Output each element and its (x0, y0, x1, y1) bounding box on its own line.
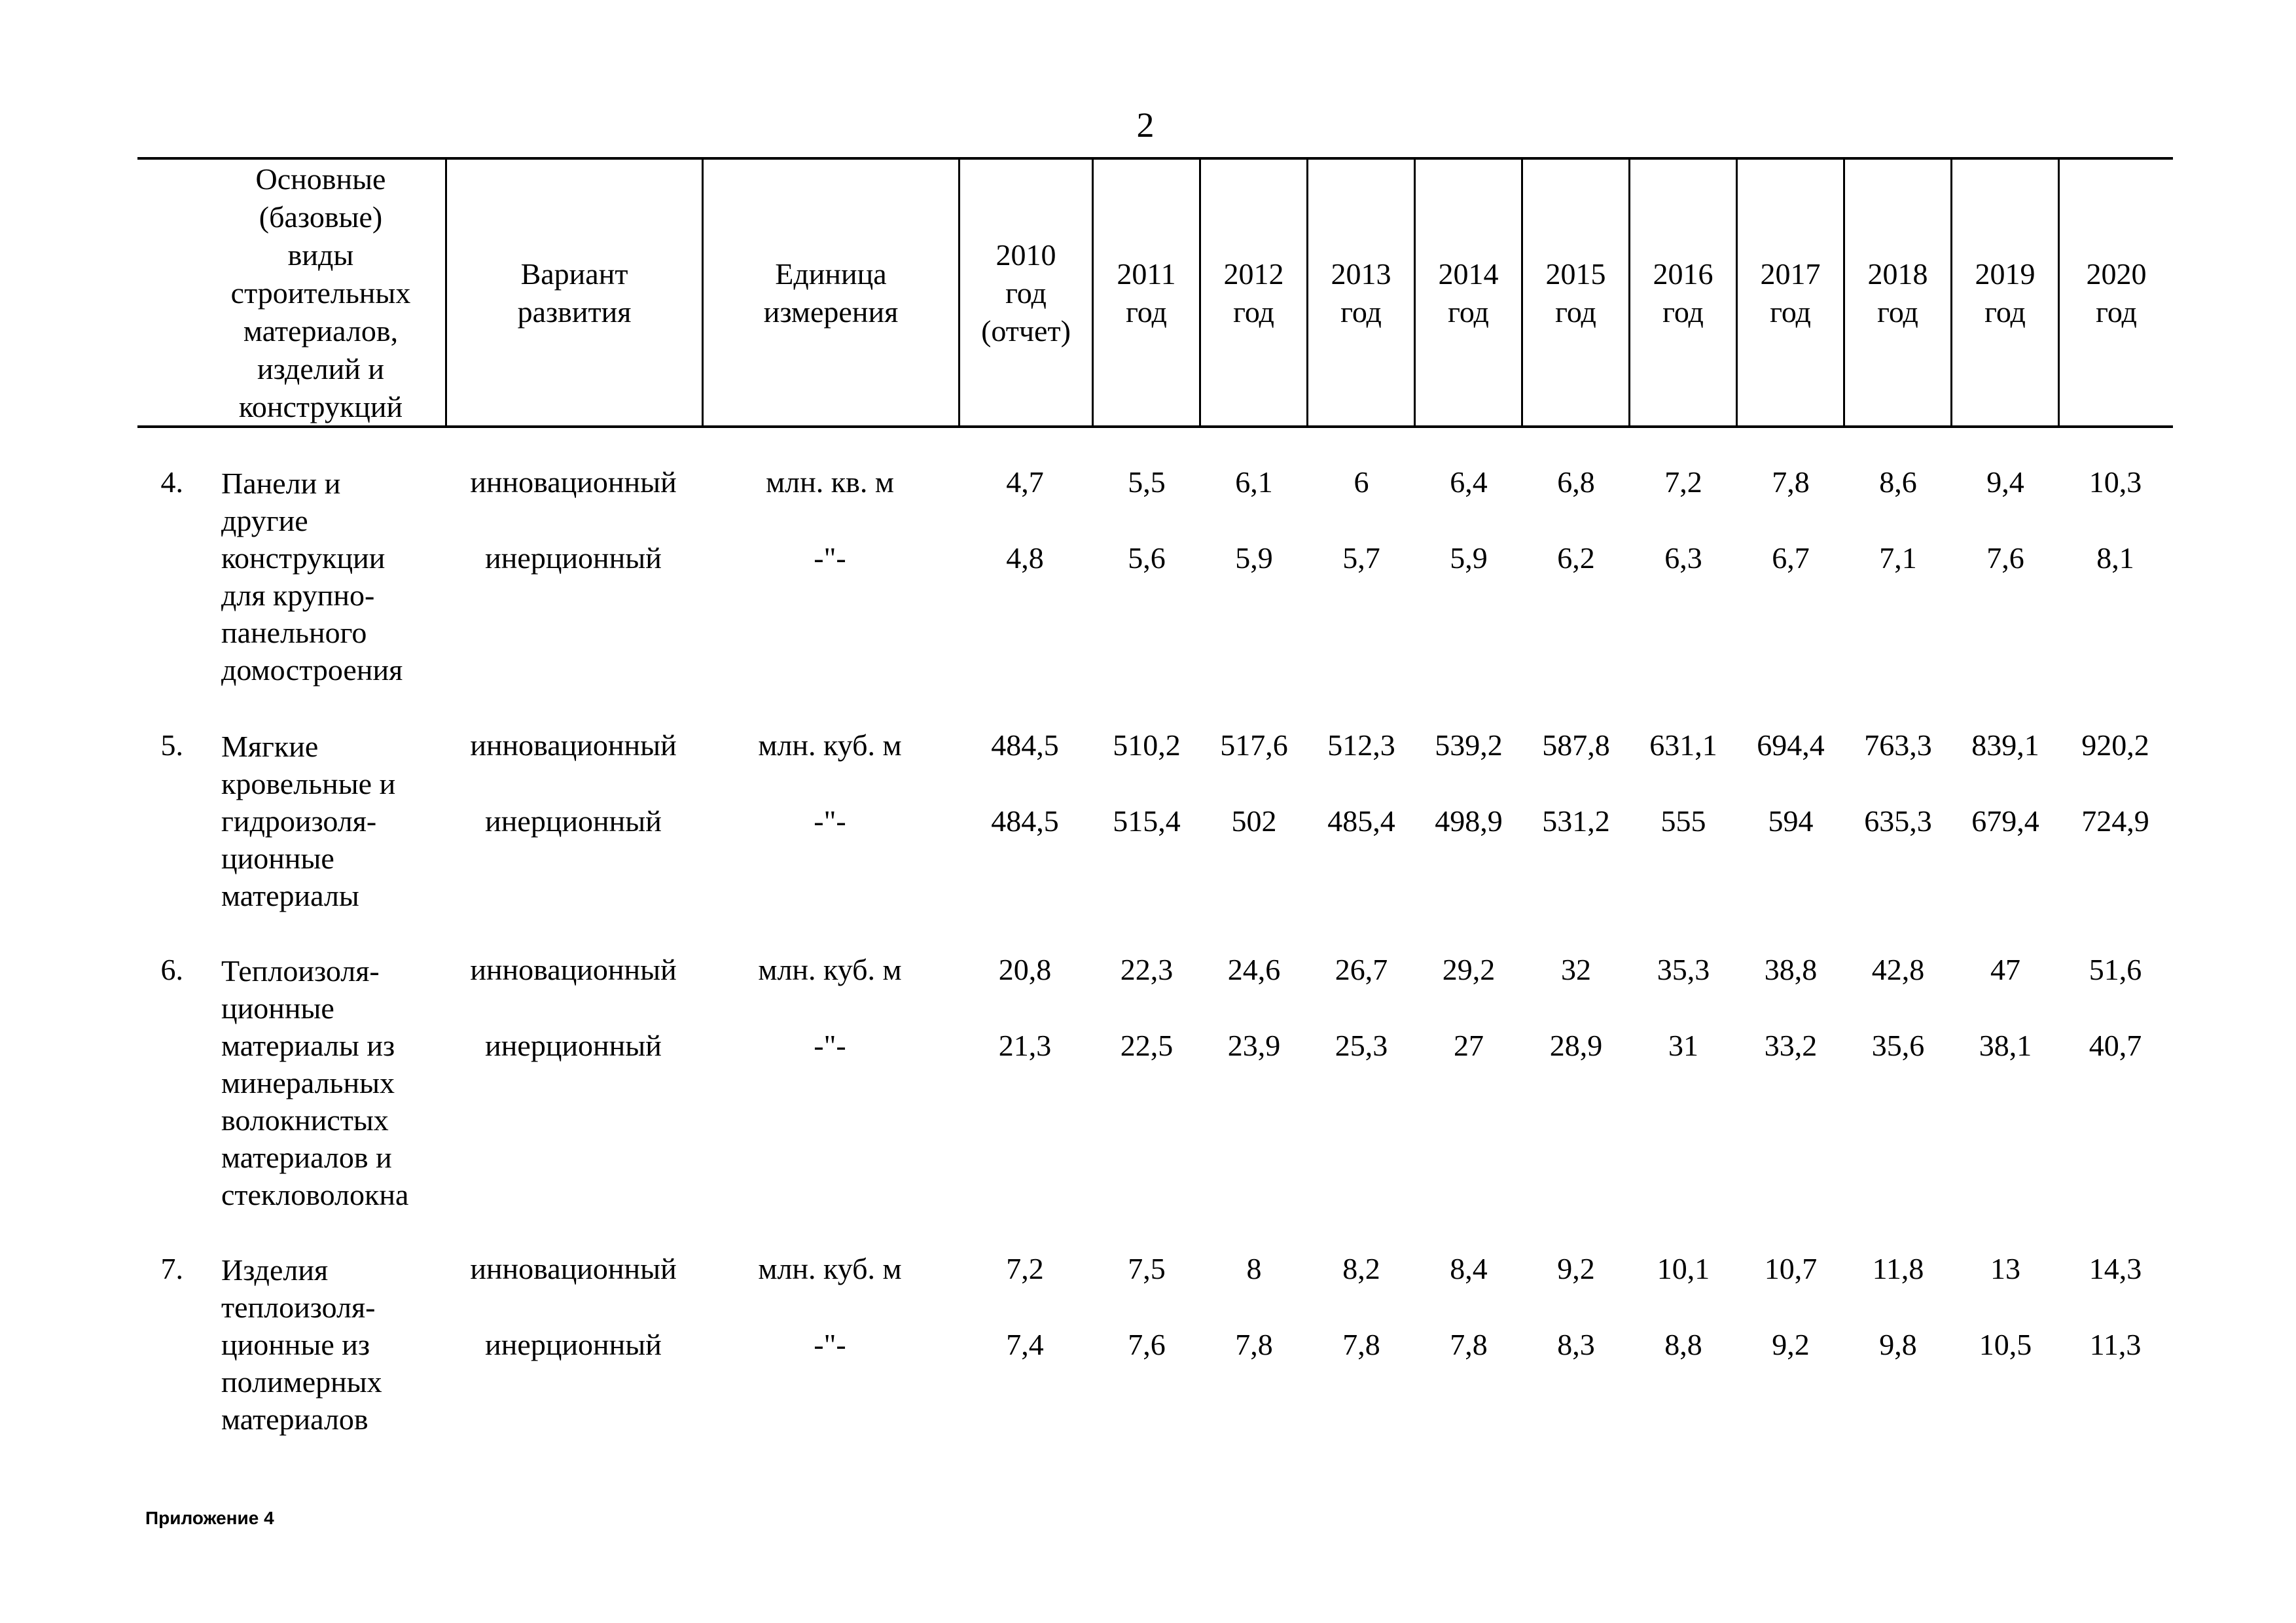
value-cell: 7,6 (1128, 1328, 1166, 1361)
value-cell: 8,4 (1450, 1252, 1488, 1285)
value-cell: 7,8 (1450, 1328, 1488, 1361)
row-material-name: Мягкие кровельные и гидроизоля- ционные материалы (221, 730, 396, 912)
value-cell: 6,8 (1557, 465, 1595, 499)
variant-cell: инновационный (470, 728, 677, 762)
value-cell: 35,6 (1871, 1029, 1925, 1062)
value-cell: 25,3 (1335, 1029, 1388, 1062)
value-cell: 33,2 (1764, 1029, 1818, 1062)
value-cell: 724,9 (2081, 804, 2149, 838)
value-cell: 9,2 (1557, 1252, 1595, 1285)
value-cell: 13 (1990, 1252, 2020, 1285)
value-cell: 8,6 (1879, 465, 1917, 499)
value-cell: 32 (1561, 953, 1591, 986)
value-cell: 587,8 (1542, 728, 1610, 762)
unit-cell: млн. куб. м (758, 728, 902, 762)
variant-cell: инновационный (470, 953, 677, 986)
header-year: 2012 год (1223, 257, 1284, 329)
value-cell: 10,3 (2089, 465, 2142, 499)
header-year: 2014 год (1438, 257, 1499, 329)
row-number: 5. (160, 728, 183, 762)
value-cell: 10,7 (1764, 1252, 1818, 1285)
value-cell: 22,3 (1120, 953, 1174, 986)
value-cell: 531,2 (1542, 804, 1610, 838)
value-cell: 631,1 (1649, 728, 1717, 762)
value-cell: 6,2 (1557, 541, 1595, 575)
value-cell: 484,5 (991, 804, 1059, 838)
value-cell: 485,4 (1327, 804, 1395, 838)
value-cell: 7,8 (1342, 1328, 1380, 1361)
value-cell: 27 (1454, 1029, 1484, 1062)
unit-cell: -"- (814, 804, 846, 838)
header-year: 2013 год (1331, 257, 1391, 329)
header-year: 2011 год (1117, 257, 1176, 329)
value-cell: 51,6 (2089, 953, 2142, 986)
value-cell: 502 (1231, 804, 1277, 838)
unit-cell: -"- (814, 1328, 846, 1361)
variant-cell: инерционный (485, 1029, 662, 1062)
value-cell: 5,9 (1450, 541, 1488, 575)
unit-cell: млн. кв. м (766, 465, 894, 499)
value-cell: 7,8 (1772, 465, 1810, 499)
value-cell: 22,5 (1120, 1029, 1174, 1062)
variant-cell: инерционный (485, 804, 662, 838)
value-cell: 5,9 (1235, 541, 1273, 575)
value-cell: 839,1 (1971, 728, 2039, 762)
value-cell: 694,4 (1757, 728, 1825, 762)
row-number: 4. (160, 465, 183, 499)
value-cell: 539,2 (1435, 728, 1503, 762)
header-year: 2020 год (2086, 257, 2147, 329)
unit-cell: млн. куб. м (758, 953, 902, 986)
page-number: 2 (1136, 105, 1155, 145)
row-number: 7. (160, 1252, 183, 1285)
header-unit: Единица измерения (763, 257, 899, 329)
value-cell: 484,5 (991, 728, 1059, 762)
value-cell: 7,5 (1128, 1252, 1166, 1285)
variant-cell: инновационный (470, 1252, 677, 1285)
value-cell: 9,8 (1879, 1328, 1917, 1361)
value-cell: 7,2 (1006, 1252, 1044, 1285)
value-cell: 920,2 (2081, 728, 2149, 762)
value-cell: 7,2 (1664, 465, 1702, 499)
value-cell: 7,8 (1235, 1328, 1273, 1361)
unit-cell: -"- (814, 541, 846, 575)
value-cell: 7,6 (1986, 541, 2024, 575)
value-cell: 9,4 (1986, 465, 2024, 499)
header-year: 2016 год (1653, 257, 1713, 329)
value-cell: 515,4 (1113, 804, 1181, 838)
value-cell: 8,3 (1557, 1328, 1595, 1361)
value-cell: 28,9 (1549, 1029, 1603, 1062)
header-year: 2018 год (1867, 257, 1928, 329)
header-name: Основные (базовые) виды строительных материалов, изделий и конструкций (230, 162, 411, 423)
value-cell: 6,7 (1772, 541, 1810, 575)
value-cell: 5,7 (1342, 541, 1380, 575)
value-cell: 38,8 (1764, 953, 1818, 986)
footer-appendix-label: Приложение 4 (145, 1508, 274, 1528)
value-cell: 31 (1668, 1029, 1698, 1062)
unit-cell: млн. куб. м (758, 1252, 902, 1285)
value-cell: 23,9 (1227, 1029, 1281, 1062)
value-cell: 4,8 (1006, 541, 1044, 575)
header-year: 2019 год (1975, 257, 2036, 329)
value-cell: 14,3 (2089, 1252, 2142, 1285)
value-cell: 517,6 (1220, 728, 1288, 762)
value-cell: 8,8 (1664, 1328, 1702, 1361)
value-cell: 9,2 (1772, 1328, 1810, 1361)
value-cell: 5,5 (1128, 465, 1166, 499)
row-number: 6. (160, 953, 183, 986)
row-material-name: Теплоизоля- ционные материалы из минеральных волокнистых материалов и стекловолокна (221, 954, 409, 1211)
value-cell: 10,1 (1657, 1252, 1710, 1285)
value-cell: 679,4 (1971, 804, 2039, 838)
header-year: 2015 год (1545, 257, 1606, 329)
value-cell: 6,4 (1450, 465, 1488, 499)
value-cell: 555 (1660, 804, 1706, 838)
value-cell: 6,3 (1664, 541, 1702, 575)
value-cell: 40,7 (2089, 1029, 2142, 1062)
value-cell: 47 (1990, 953, 2020, 986)
value-cell: 42,8 (1871, 953, 1925, 986)
value-cell: 35,3 (1657, 953, 1710, 986)
value-cell: 635,3 (1864, 804, 1932, 838)
value-cell: 594 (1768, 804, 1814, 838)
value-cell: 29,2 (1442, 953, 1496, 986)
value-cell: 8,1 (2096, 541, 2134, 575)
value-cell: 20,8 (998, 953, 1052, 986)
value-cell: 38,1 (1979, 1029, 2032, 1062)
value-cell: 8 (1246, 1252, 1262, 1285)
value-cell: 11,8 (1872, 1252, 1924, 1285)
variant-cell: инновационный (470, 465, 677, 499)
header-year: 2017 год (1760, 257, 1821, 329)
value-cell: 6,1 (1235, 465, 1273, 499)
value-cell: 7,4 (1006, 1328, 1044, 1361)
row-material-name: Панели и другие конструкции для крупно- панельного домостроения (221, 467, 403, 687)
header-year: 2010 год (отчет) (981, 238, 1071, 348)
value-cell: 8,2 (1342, 1252, 1380, 1285)
value-cell: 512,3 (1327, 728, 1395, 762)
value-cell: 5,6 (1128, 541, 1166, 575)
header-variant: Вариант развития (517, 257, 632, 329)
row-material-name: Изделия теплоизоля- ционные из полимерных материалов (221, 1253, 382, 1436)
value-cell: 10,5 (1979, 1328, 2032, 1361)
value-cell: 763,3 (1864, 728, 1932, 762)
value-cell: 26,7 (1335, 953, 1388, 986)
unit-cell: -"- (814, 1029, 846, 1062)
value-cell: 21,3 (998, 1029, 1052, 1062)
variant-cell: инерционный (485, 1328, 662, 1361)
value-cell: 4,7 (1006, 465, 1044, 499)
value-cell: 7,1 (1879, 541, 1917, 575)
value-cell: 498,9 (1435, 804, 1503, 838)
value-cell: 11,3 (2089, 1328, 2142, 1361)
value-cell: 6 (1354, 465, 1369, 499)
value-cell: 510,2 (1113, 728, 1181, 762)
value-cell: 24,6 (1227, 953, 1281, 986)
variant-cell: инерционный (485, 541, 662, 575)
